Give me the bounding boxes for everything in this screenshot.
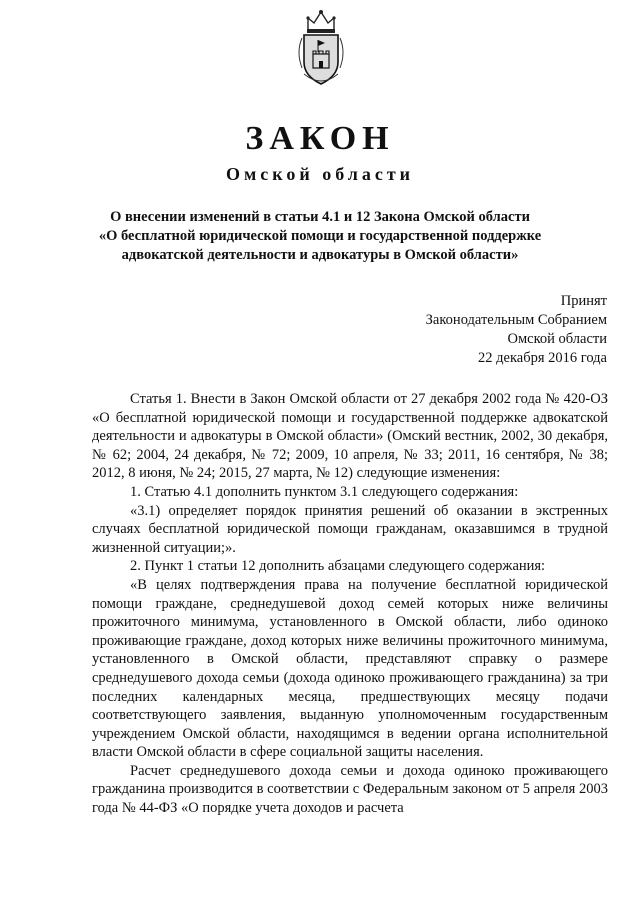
- article-1-paragraph: Статья 1. Внести в Закон Омской области от 27 декабря 2002 года № 420-ОЗ «О бесплатной юридической помощи и государственной поддержке адвокатской деятельности и адвокатуры в Омской области» (Омский вестник, 2002, 30 декабря, № 62; 2004, 24 декабря, № 72; 2009, 10 апреля, № 33; 2011, 16 сентября, № 38; 2012, 8 июня, № 24; 2015, 27 марта, № 12) следующие изменения:: [92, 391, 608, 482]
- item-2-paragraph: 2. Пункт 1 статьи 12 дополнить абзацами следующего содержания:: [130, 558, 546, 575]
- amendment-paragraph: «В целях подтверждения права на получение бесплатной юридической помощи граждане, среднедушевой доход семей которых ниже величины прожиточного минимума, установленного в Омской области, либо одиноко проживающие граждане, доход которых ниже величины прожиточного минимума, установленного в Омской области, представляют справку о размере среднедушевого дохода семьи (дохода одиноко проживающего гражданина) за три последних календарных месяца, предшествующих месяцу подачи соответствующего заявления, выданную уполномоченным государственным учреждением Омской области, находящимся в ведении органа исполнительной власти Омской области в сфере социальной защиты населения.: [92, 576, 608, 761]
- adopted-body: Законодательным Собранием: [425, 312, 607, 328]
- law-subject: [60, 208, 580, 265]
- subject-line: «О бесплатной юридической помощи и государственной поддержке: [98, 228, 542, 244]
- income-calculation-paragraph: Расчет среднедушевого дохода семьи и дохода одиноко проживающего гражданина производится в соответствии с Федеральным законом от 5 апреля 2003 года № 44-ФЗ «О порядке учета доходов и расчета: [92, 762, 608, 817]
- law-title: ЗАКОН: [245, 120, 395, 157]
- item-1-paragraph: 1. Статью 4.1 дополнить пунктом 3.1 следующего содержания:: [130, 483, 519, 500]
- adopted-label: Принят: [560, 293, 607, 309]
- subject-line: О внесении изменений в статьи 4.1 и 12 Закона Омской области: [110, 209, 530, 225]
- adoption-block: [426, 292, 607, 368]
- omsk-coat-of-arms-icon: [294, 8, 348, 88]
- law-body: [92, 390, 608, 818]
- adopted-region: Омской области: [507, 331, 607, 347]
- subject-line: адвокатской деятельности и адвокатуры в Омской области»: [121, 247, 519, 263]
- item-3-1-paragraph: «3.1) определяет порядок принятия решений об оказании в экстренных случаях бесплатной юридической помощи гражданам, оказавшимся в трудной жизненной ситуации;».: [92, 502, 608, 556]
- adopted-date: 22 декабря 2016 года: [478, 350, 607, 366]
- law-region: Омской области: [225, 164, 415, 184]
